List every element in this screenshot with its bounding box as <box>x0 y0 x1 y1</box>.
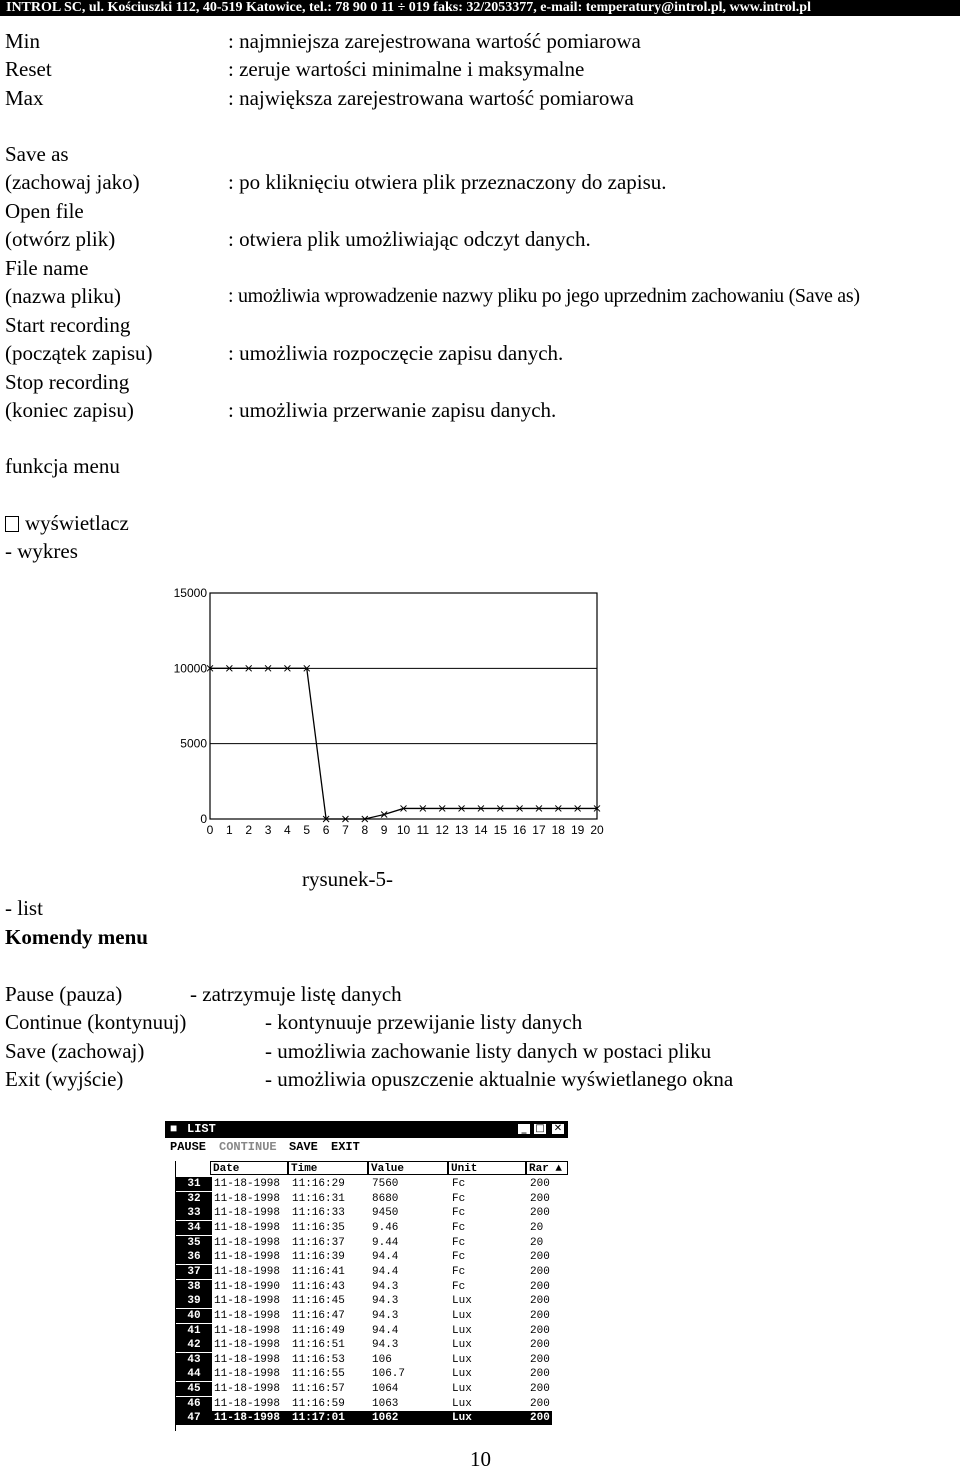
cell-value: 94.3 <box>372 1339 399 1352</box>
cell-date: 11-18-1998 <box>214 1412 281 1425</box>
cell-value: 1063 <box>372 1397 399 1410</box>
x-tick-label: 5 <box>303 823 311 837</box>
x-tick-label: 1 <box>226 823 233 837</box>
table-row[interactable] <box>176 1353 569 1368</box>
cell-rar: 200 <box>530 1339 550 1352</box>
cell-rar: 20 <box>530 1221 544 1234</box>
x-tick-label: 14 <box>474 823 488 837</box>
cell-value: 7560 <box>372 1178 399 1190</box>
cell-time: 11:16:41 <box>292 1265 345 1278</box>
item-list: - list <box>5 896 43 920</box>
maximize-icon[interactable]: □ <box>533 1123 547 1135</box>
cell-value: 1062 <box>372 1412 399 1425</box>
row-number: 42 <box>176 1338 212 1352</box>
table-row[interactable] <box>176 1309 569 1324</box>
row-number: 39 <box>176 1294 212 1308</box>
cell-date: 11-18-1998 <box>214 1221 281 1234</box>
table-row[interactable] <box>176 1206 569 1221</box>
table-row[interactable] <box>176 1294 569 1309</box>
table-row[interactable] <box>176 1236 569 1251</box>
desc-save-as: : po kliknięciu otwiera plik przeznaczony do zapisu. <box>228 170 667 194</box>
minimize-icon[interactable]: _ <box>517 1123 531 1135</box>
cell-unit: Lux <box>452 1368 472 1381</box>
cell-value: 9.44 <box>372 1236 399 1249</box>
cell-time: 11:16:33 <box>292 1207 345 1220</box>
cell-rar: 200 <box>530 1207 550 1220</box>
menu-save[interactable]: SAVE <box>289 1140 318 1154</box>
row-number: 36 <box>176 1250 212 1264</box>
row-number: 37 <box>176 1265 212 1279</box>
cell-unit: Lux <box>452 1324 472 1337</box>
item-wykres: - wykres <box>5 539 78 563</box>
cell-value: 94.3 <box>372 1295 399 1308</box>
cell-rar: 200 <box>530 1397 550 1410</box>
x-tick-label: 3 <box>264 823 272 837</box>
line-chart <box>160 585 610 840</box>
cmd-exit-desc: - umożliwia opuszczenie aktualnie wyświetlanego okna <box>265 1067 734 1091</box>
cell-unit: Fc <box>452 1178 466 1190</box>
x-tick-label: 9 <box>380 823 388 837</box>
cmd-continue: Continue (kontynuuj) <box>5 1010 187 1034</box>
cell-time: 11:16:59 <box>292 1397 345 1410</box>
cmd-exit: Exit (wyjście) <box>5 1067 124 1091</box>
cell-time: 11:16:53 <box>292 1353 345 1366</box>
x-tick-label: 6 <box>322 823 330 837</box>
cell-unit: Fc <box>452 1251 466 1264</box>
cell-date: 11-18-1998 <box>214 1324 281 1337</box>
close-icon[interactable]: ✕ <box>551 1123 565 1135</box>
table-row[interactable] <box>176 1367 569 1382</box>
x-tick-label: 17 <box>532 823 546 837</box>
list-window-titlebar <box>165 1121 568 1138</box>
row-number: 40 <box>176 1309 212 1323</box>
cmd-save-desc: - umożliwia zachowanie listy danych w postaci pliku <box>265 1039 712 1063</box>
menu-continue[interactable]: CONTINUE <box>219 1140 277 1154</box>
cell-date: 11-18-1998 <box>214 1383 281 1396</box>
cell-date: 11-18-1998 <box>214 1236 281 1249</box>
col-header-unit[interactable]: Unit <box>448 1161 526 1175</box>
cell-time: 11:16:37 <box>292 1236 345 1249</box>
desc-open-file: : otwiera plik umożliwiając odczyt danych. <box>228 227 591 251</box>
x-tick-label: 4 <box>284 823 291 837</box>
cell-unit: Lux <box>452 1295 472 1308</box>
desc-max: : największa zarejestrowana wartość pomiarowa <box>228 86 634 110</box>
cell-unit: Fc <box>452 1236 466 1249</box>
cell-rar: 200 <box>530 1280 550 1293</box>
cell-date: 11-18-1998 <box>214 1309 281 1322</box>
list-menubar <box>165 1138 568 1156</box>
cell-value: 8680 <box>372 1192 399 1205</box>
cell-time: 11:16:49 <box>292 1324 345 1337</box>
term-max: Max <box>5 86 44 110</box>
table-row[interactable] <box>176 1192 569 1207</box>
table-row[interactable] <box>176 1338 569 1353</box>
term-open-file-pl: (otwórz plik) <box>5 227 116 251</box>
cell-unit: Fc <box>452 1192 466 1205</box>
col-header-value[interactable]: Value <box>368 1161 448 1175</box>
cell-unit: Fc <box>452 1207 466 1220</box>
menu-pause[interactable]: PAUSE <box>170 1140 207 1154</box>
cell-rar: 200 <box>530 1353 550 1366</box>
row-number: 46 <box>176 1397 212 1411</box>
cell-date: 11-18-1998 <box>214 1192 281 1205</box>
cmd-pause: Pause (pauza) <box>5 982 123 1006</box>
x-tick-label: 10 <box>396 823 411 837</box>
cell-time: 11:16:47 <box>292 1309 345 1322</box>
row-number: 35 <box>176 1236 212 1250</box>
row-number: 44 <box>176 1367 212 1381</box>
x-tick-label: 20 <box>590 823 604 837</box>
cell-date: 11-18-1990 <box>214 1280 281 1293</box>
cell-date: 11-18-1998 <box>214 1265 281 1278</box>
row-number: 41 <box>176 1324 212 1338</box>
item-wyswietlacz-label: wyświetlacz <box>25 511 129 535</box>
cell-rar: 200 <box>530 1295 550 1308</box>
cell-rar: 200 <box>530 1265 550 1278</box>
table-row[interactable] <box>176 1324 569 1339</box>
cell-time: 11:16:45 <box>292 1295 345 1308</box>
page-header: INTROL SC, ul. Kościuszki 112, 40-519 Katowice, tel.: 78 90 0 11 ÷ 019 faks: 32/2053377, e-mail: temperatury@introl.pl, www.introl.pl <box>0 0 960 16</box>
x-tick-label: 11 <box>416 823 430 837</box>
x-tick-label: 12 <box>435 823 449 837</box>
cell-value: 94.4 <box>372 1265 399 1278</box>
cell-rar: 200 <box>530 1324 550 1337</box>
term-stop-recording: Stop recording <box>5 370 130 394</box>
table-row[interactable] <box>176 1280 569 1295</box>
term-start-recording-pl: (początek zapisu) <box>5 341 153 365</box>
y-tick-label: 10000 <box>173 661 207 676</box>
x-tick-label: 18 <box>551 823 565 837</box>
cell-time: 11:16:43 <box>292 1280 345 1293</box>
col-header-time[interactable]: Time <box>288 1161 368 1175</box>
cell-date: 11-18-1998 <box>214 1295 281 1308</box>
term-start-recording: Start recording <box>5 313 131 337</box>
figure-caption: rysunek-5- <box>302 867 393 891</box>
cell-time: 11:16:51 <box>292 1339 345 1352</box>
table-row[interactable] <box>176 1221 569 1236</box>
x-tick-label: 0 <box>206 823 214 837</box>
cell-value: 94.3 <box>372 1309 399 1322</box>
term-open-file: Open file <box>5 199 84 223</box>
table-row[interactable] <box>176 1177 569 1192</box>
cell-time: 11:16:35 <box>292 1221 345 1234</box>
list-header-row <box>176 1161 569 1175</box>
cell-time: 11:16:31 <box>292 1192 345 1205</box>
cell-rar: 200 <box>530 1383 550 1396</box>
cell-time: 11:16:29 <box>292 1178 345 1190</box>
cell-rar: 200 <box>530 1412 550 1425</box>
cell-unit: Lux <box>452 1383 472 1396</box>
section-komendy-menu: Komendy menu <box>5 925 148 949</box>
x-tick-label: 13 <box>454 823 469 837</box>
table-row[interactable] <box>176 1250 569 1265</box>
col-header-rar[interactable] <box>526 1161 568 1175</box>
window-menu-icon[interactable]: ■ <box>170 1122 178 1136</box>
scroll-up-icon[interactable]: ▲ <box>555 1163 563 1175</box>
cell-unit: Lux <box>452 1309 472 1322</box>
x-tick-label: 8 <box>361 823 369 837</box>
section-funkcja-menu: funkcja menu <box>5 454 120 478</box>
list-window-title: LIST <box>187 1122 216 1136</box>
cell-value: 9450 <box>372 1207 399 1220</box>
cell-unit: Lux <box>452 1412 472 1425</box>
cell-time: 11:16:55 <box>292 1368 345 1381</box>
term-min: Min <box>5 29 41 53</box>
cell-value: 1064 <box>372 1383 399 1396</box>
cell-unit: Fc <box>452 1280 466 1293</box>
desc-start-recording: : umożliwia rozpoczęcie zapisu danych. <box>228 341 564 365</box>
table-row[interactable] <box>176 1265 569 1280</box>
cmd-pause-desc: - zatrzymuje listę danych <box>190 982 402 1006</box>
x-tick-label: 15 <box>493 823 507 837</box>
cell-rar: 20 <box>530 1236 544 1249</box>
cell-date: 11-18-1998 <box>214 1207 281 1220</box>
term-file-name-pl: (nazwa pliku) <box>5 284 122 308</box>
table-row[interactable] <box>176 1397 569 1412</box>
cell-date: 11-18-1998 <box>214 1251 281 1264</box>
cell-rar: 200 <box>530 1192 550 1205</box>
cell-time: 11:16:57 <box>292 1383 345 1396</box>
table-row[interactable] <box>176 1411 569 1426</box>
cmd-continue-desc: - kontynuuje przewijanie listy danych <box>265 1010 583 1034</box>
row-number: 38 <box>176 1280 212 1294</box>
cell-time: 11:16:39 <box>292 1251 345 1264</box>
desc-reset: : zeruje wartości minimalne i maksymalne <box>228 57 585 81</box>
table-row[interactable] <box>176 1382 569 1397</box>
desc-file-name: : umożliwia wprowadzenie nazwy pliku po jego uprzednim zachowaniu (Save as) <box>228 285 860 307</box>
cell-rar: 200 <box>530 1178 550 1190</box>
list-window <box>165 1121 568 1433</box>
row-number: 43 <box>176 1353 212 1367</box>
cell-unit: Fc <box>452 1221 466 1234</box>
row-number: 31 <box>176 1177 212 1191</box>
menu-exit[interactable]: EXIT <box>331 1140 360 1154</box>
cell-value: 94.4 <box>372 1324 399 1337</box>
desc-min: : najmniejsza zarejestrowana wartość pomiarowa <box>228 29 641 53</box>
cell-time: 11:17:01 <box>292 1412 345 1425</box>
cell-value: 94.4 <box>372 1251 399 1264</box>
cell-value: 9.46 <box>372 1221 399 1234</box>
cell-date: 11-18-1998 <box>214 1339 281 1352</box>
col-header-date[interactable]: Date <box>210 1161 288 1175</box>
term-save-as-pl: (zachowaj jako) <box>5 170 140 194</box>
cell-date: 11-18-1998 <box>214 1368 281 1381</box>
cell-value: 106.7 <box>372 1368 406 1381</box>
y-tick-label: 15000 <box>173 586 207 600</box>
plot-frame <box>210 593 597 819</box>
cell-rar: 200 <box>530 1309 550 1322</box>
col-header-rar-label: Rar <box>529 1163 549 1175</box>
row-number: 32 <box>176 1192 212 1206</box>
row-number: 45 <box>176 1382 212 1396</box>
desc-stop-recording: : umożliwia przerwanie zapisu danych. <box>228 398 557 422</box>
y-tick-label: 0 <box>200 812 207 826</box>
cell-date: 11-18-1998 <box>214 1397 281 1410</box>
bullet-square-icon <box>5 516 19 532</box>
cell-unit: Lux <box>452 1353 472 1366</box>
cell-date: 11-18-1998 <box>214 1353 281 1366</box>
x-tick-label: 2 <box>245 823 253 837</box>
y-tick-label: 5000 <box>180 736 207 751</box>
term-file-name: File name <box>5 256 89 280</box>
cell-unit: Fc <box>452 1265 466 1278</box>
x-tick-label: 16 <box>512 823 527 837</box>
item-wyswietlacz <box>5 510 129 536</box>
cell-value: 94.3 <box>372 1280 399 1293</box>
row-number: 47 <box>176 1411 212 1425</box>
cmd-save: Save (zachowaj) <box>5 1039 145 1063</box>
cell-unit: Lux <box>452 1397 472 1410</box>
x-tick-label: 7 <box>342 823 349 837</box>
cell-unit: Lux <box>452 1339 472 1352</box>
cell-rar: 200 <box>530 1251 550 1264</box>
cell-rar: 200 <box>530 1368 550 1381</box>
row-number: 34 <box>176 1221 212 1235</box>
cell-date: 11-18-1998 <box>214 1178 281 1190</box>
cell-value: 106 <box>372 1353 392 1366</box>
list-grid <box>175 1161 569 1431</box>
page-number: 10 <box>470 1447 491 1471</box>
row-number: 33 <box>176 1206 212 1220</box>
term-stop-recording-pl: (koniec zapisu) <box>5 398 134 422</box>
term-save-as: Save as <box>5 142 69 166</box>
x-tick-label: 19 <box>570 823 585 837</box>
term-reset: Reset <box>5 57 52 81</box>
